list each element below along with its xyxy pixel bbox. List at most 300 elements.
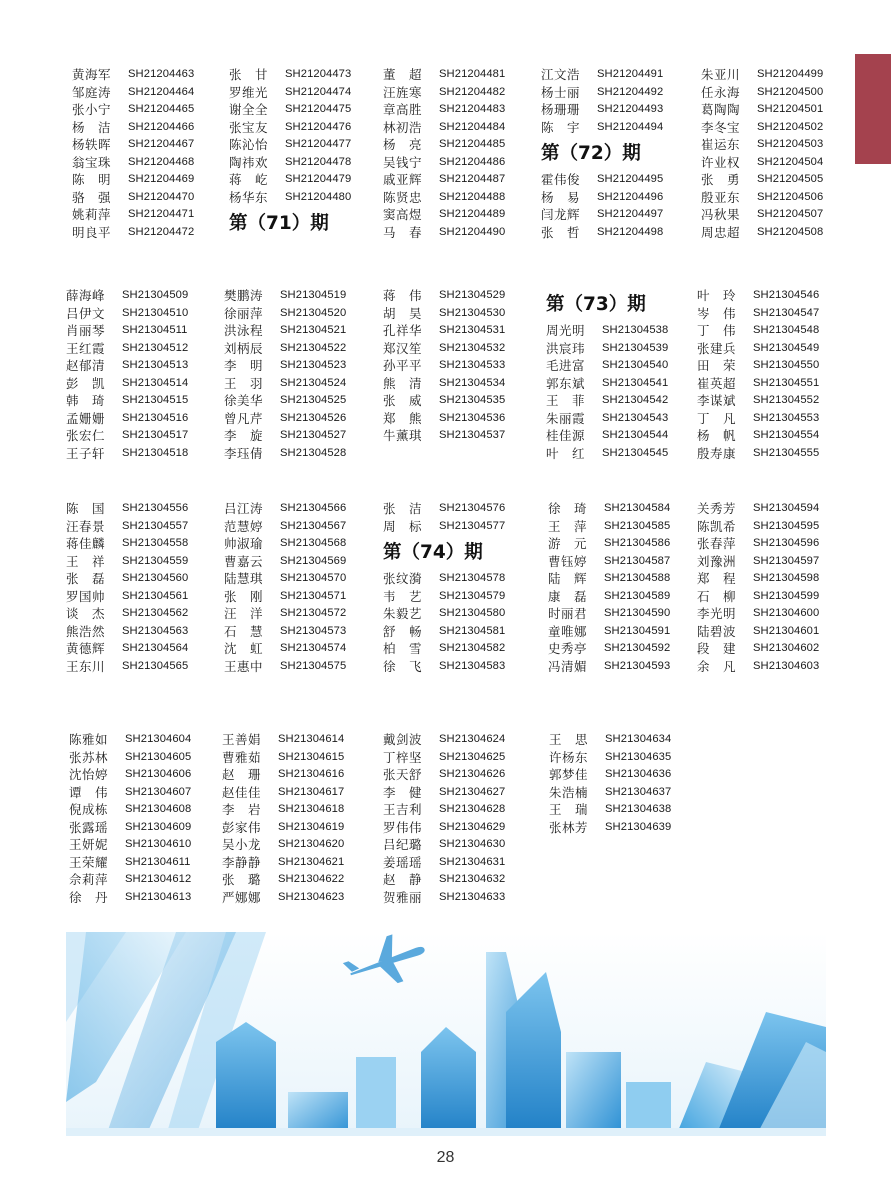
list-item xyxy=(224,623,389,641)
member-code: SH21304587 xyxy=(604,554,671,567)
list-item xyxy=(549,731,714,749)
list-item xyxy=(66,340,231,358)
list-item xyxy=(383,784,548,802)
member-code: SH21304548 xyxy=(753,324,820,336)
member-code: SH21204504 xyxy=(757,155,824,168)
person-name: 陆 辉 xyxy=(548,571,588,586)
list-item xyxy=(548,605,713,623)
member-code: SH21204472 xyxy=(128,225,195,238)
member-code: SH21304524 xyxy=(280,376,347,389)
list-item xyxy=(549,749,714,767)
person-name: 彭家伟 xyxy=(222,819,262,835)
member-code: SH21304575 xyxy=(280,659,347,672)
member-code: SH21304531 xyxy=(439,324,506,336)
list-item xyxy=(383,322,548,340)
person-name: 陈 明 xyxy=(72,172,112,187)
list-item xyxy=(383,84,548,102)
list-item xyxy=(69,889,234,907)
member-code: SH21304630 xyxy=(439,838,506,850)
person-name: 郑 熊 xyxy=(383,410,423,426)
person-name: 蒋佳麟 xyxy=(66,536,106,551)
person-name: 刘豫洲 xyxy=(697,553,737,569)
person-name: 姚莉萍 xyxy=(72,207,112,222)
list-item xyxy=(383,889,548,907)
person-name: 严娜娜 xyxy=(222,889,262,905)
person-name: 陆慧琪 xyxy=(224,571,264,586)
member-code: SH21304595 xyxy=(753,519,820,532)
list-item xyxy=(383,154,548,172)
member-code: SH21304617 xyxy=(278,785,345,798)
person-name: 刘柄辰 xyxy=(224,340,264,356)
member-code: SH21304544 xyxy=(602,429,669,441)
person-name: 郑 程 xyxy=(697,571,737,586)
name-column xyxy=(229,66,394,241)
person-name: 吕江涛 xyxy=(224,501,264,516)
member-code: SH21204492 xyxy=(597,85,664,98)
member-code: SH21204474 xyxy=(285,85,352,98)
person-name: 叶 玲 xyxy=(697,288,737,303)
member-code: SH21304547 xyxy=(753,306,820,319)
person-name: 任永海 xyxy=(701,84,741,100)
member-code: SH21304615 xyxy=(278,750,345,763)
person-name: 张 洁 xyxy=(383,501,423,516)
person-name: 张林芳 xyxy=(549,819,589,835)
member-code: SH21304514 xyxy=(122,376,189,389)
person-name: 霍伟俊 xyxy=(541,172,581,187)
member-code: SH21304523 xyxy=(280,359,347,371)
person-name: 陈 宇 xyxy=(541,119,581,135)
person-name: 熊浩然 xyxy=(66,623,106,639)
list-item xyxy=(383,101,548,119)
member-code: SH21204501 xyxy=(757,103,824,115)
name-column xyxy=(383,500,548,675)
list-item xyxy=(66,588,231,606)
person-name: 倪成栋 xyxy=(69,802,109,817)
person-name: 黄海军 xyxy=(72,67,112,82)
member-code: SH21304627 xyxy=(439,785,506,798)
list-item xyxy=(72,119,237,137)
person-name: 陈雅如 xyxy=(69,732,109,747)
list-item xyxy=(72,66,237,84)
member-code: SH21304535 xyxy=(439,394,506,406)
list-item xyxy=(224,658,389,676)
list-item xyxy=(383,410,548,428)
list-item xyxy=(224,553,389,571)
list-item xyxy=(701,171,866,189)
member-code: SH21304555 xyxy=(753,446,820,459)
member-code: SH21204503 xyxy=(757,138,824,150)
member-code: SH21304563 xyxy=(122,624,189,637)
list-item xyxy=(229,136,394,154)
member-code: SH21204466 xyxy=(128,120,195,133)
person-name: 杨 亮 xyxy=(383,137,423,152)
list-item xyxy=(66,500,231,518)
list-item xyxy=(69,819,234,837)
list-item xyxy=(541,224,706,242)
list-item xyxy=(548,500,713,518)
person-name: 岑 伟 xyxy=(697,305,737,321)
list-item xyxy=(548,570,713,588)
list-item xyxy=(383,66,548,84)
person-name: 张苏林 xyxy=(69,749,109,765)
person-name: 汪 洋 xyxy=(224,606,264,621)
member-code: SH21204494 xyxy=(597,120,664,133)
person-name: 洪泳程 xyxy=(224,323,264,338)
list-item xyxy=(697,605,862,623)
person-name: 谢全全 xyxy=(229,102,269,117)
person-name: 孔祥华 xyxy=(383,323,423,338)
list-item xyxy=(548,640,713,658)
member-code: SH21304536 xyxy=(439,411,506,424)
person-name: 王惠中 xyxy=(224,658,264,674)
member-code: SH21304577 xyxy=(439,519,506,532)
member-code: SH21204469 xyxy=(128,173,195,185)
person-name: 张 勇 xyxy=(701,172,741,187)
person-name: 谈 杰 xyxy=(66,606,106,621)
member-code: SH21204483 xyxy=(439,103,506,115)
list-item xyxy=(541,171,706,189)
list-item xyxy=(383,766,548,784)
person-name: 王子轩 xyxy=(66,445,106,461)
person-name: 郭东斌 xyxy=(546,375,586,391)
person-name: 冯清媚 xyxy=(548,658,588,674)
member-code: SH21304521 xyxy=(280,324,347,336)
person-name: 帅淑瑜 xyxy=(224,536,264,551)
list-item xyxy=(224,640,389,658)
member-code: SH21304550 xyxy=(753,359,820,371)
person-name: 杨士丽 xyxy=(541,84,581,100)
member-code: SH21304610 xyxy=(125,838,192,850)
list-item xyxy=(697,445,862,463)
person-name: 陈贤忠 xyxy=(383,189,423,205)
member-code: SH21204476 xyxy=(285,120,352,133)
person-name: 徐 飞 xyxy=(383,658,423,674)
list-item xyxy=(383,518,548,536)
name-column xyxy=(383,287,548,445)
member-code: SH21304516 xyxy=(122,411,189,424)
list-item xyxy=(383,871,548,889)
list-item xyxy=(229,119,394,137)
list-item xyxy=(541,84,706,102)
list-item xyxy=(224,518,389,536)
list-item xyxy=(222,801,387,819)
period-heading: 第（73）期 xyxy=(546,294,646,315)
person-name: 罗国帅 xyxy=(66,588,106,604)
list-item xyxy=(546,445,711,463)
person-name: 郭梦佳 xyxy=(549,767,589,782)
person-name: 张天舒 xyxy=(383,767,423,782)
person-name: 李冬宝 xyxy=(701,119,741,135)
member-code: SH21204498 xyxy=(597,225,664,238)
list-item xyxy=(229,171,394,189)
list-item xyxy=(383,136,548,154)
member-code: SH21304528 xyxy=(280,446,347,459)
name-column xyxy=(224,500,389,675)
member-code: SH21304572 xyxy=(280,607,347,619)
list-item xyxy=(69,749,234,767)
list-item xyxy=(66,605,231,623)
person-name: 孟姗姗 xyxy=(66,410,106,426)
person-name: 段 建 xyxy=(697,641,737,656)
person-name: 王 瑞 xyxy=(549,802,589,817)
list-item xyxy=(383,731,548,749)
person-name: 江文浩 xyxy=(541,67,581,82)
member-code: SH21304633 xyxy=(439,890,506,903)
name-column xyxy=(549,731,714,836)
name-column xyxy=(69,731,234,906)
member-code: SH21304600 xyxy=(753,607,820,619)
member-code: SH21304607 xyxy=(125,785,192,798)
list-item xyxy=(66,287,231,305)
list-item xyxy=(222,819,387,837)
member-code: SH21304583 xyxy=(439,659,506,672)
list-item xyxy=(383,189,548,207)
person-name: 周忠超 xyxy=(701,224,741,240)
member-code: SH21304562 xyxy=(122,607,189,619)
member-code: SH21204480 xyxy=(285,190,352,203)
person-name: 范慧婷 xyxy=(224,518,264,534)
list-item xyxy=(66,322,231,340)
person-name: 康 磊 xyxy=(548,588,588,604)
list-item xyxy=(66,375,231,393)
member-code: SH21304588 xyxy=(604,572,671,584)
member-code: SH21204499 xyxy=(757,68,824,80)
list-item xyxy=(541,206,706,224)
person-name: 张 甘 xyxy=(229,67,269,82)
list-item xyxy=(548,623,713,641)
name-column xyxy=(383,731,548,906)
person-name: 曾凡芹 xyxy=(224,410,264,426)
person-name: 谭 伟 xyxy=(69,784,109,800)
member-code: SH21304549 xyxy=(753,341,820,354)
member-code: SH21304539 xyxy=(602,341,669,354)
member-code: SH21304546 xyxy=(753,289,820,301)
list-item xyxy=(224,392,389,410)
member-code: SH21204486 xyxy=(439,155,506,168)
person-name: 徐 琦 xyxy=(548,501,588,516)
person-name: 邹庭涛 xyxy=(72,84,112,100)
list-item xyxy=(224,410,389,428)
person-name: 孙平平 xyxy=(383,358,423,373)
list-item xyxy=(697,640,862,658)
member-code: SH21304553 xyxy=(753,411,820,424)
period-heading: 第（74）期 xyxy=(383,542,483,563)
person-name: 张春萍 xyxy=(697,536,737,551)
list-item xyxy=(224,375,389,393)
member-code: SH21304542 xyxy=(602,394,669,406)
person-name: 王东川 xyxy=(66,658,106,674)
list-item xyxy=(697,588,862,606)
member-code: SH21304638 xyxy=(605,803,672,815)
list-item xyxy=(383,658,548,676)
member-code: SH21204470 xyxy=(128,190,195,203)
list-item xyxy=(222,749,387,767)
list-item xyxy=(697,518,862,536)
person-name: 朱亚川 xyxy=(701,67,741,82)
member-code: SH21304518 xyxy=(122,446,189,459)
list-item xyxy=(222,854,387,872)
person-name: 石 柳 xyxy=(697,588,737,604)
member-code: SH21304527 xyxy=(280,429,347,441)
list-item xyxy=(224,605,389,623)
person-name: 樊鹏涛 xyxy=(224,288,264,303)
member-code: SH21304515 xyxy=(122,394,189,406)
person-name: 时丽君 xyxy=(548,606,588,621)
period-heading: 第（71）期 xyxy=(229,213,329,234)
list-item xyxy=(229,101,394,119)
member-code: SH21304519 xyxy=(280,289,347,301)
member-code: SH21304632 xyxy=(439,873,506,885)
member-code: SH21304557 xyxy=(122,519,189,532)
member-code: SH21304586 xyxy=(604,537,671,549)
list-item xyxy=(697,658,862,676)
member-code: SH21304624 xyxy=(439,733,506,745)
person-name: 韦 艺 xyxy=(383,588,423,604)
member-code: SH21204473 xyxy=(285,68,352,80)
list-item xyxy=(72,224,237,242)
list-item xyxy=(383,171,548,189)
list-item xyxy=(548,588,713,606)
person-name: 王 思 xyxy=(549,732,589,747)
member-code: SH21304513 xyxy=(122,359,189,371)
list-item xyxy=(224,340,389,358)
person-name: 明良平 xyxy=(72,224,112,240)
person-name: 贺雅丽 xyxy=(383,889,423,905)
list-item xyxy=(548,535,713,553)
person-name: 徐丽萍 xyxy=(224,305,264,321)
member-code: SH21204481 xyxy=(439,68,506,80)
person-name: 戴剑波 xyxy=(383,732,423,747)
person-name: 沈怡婷 xyxy=(69,767,109,782)
member-code: SH21304560 xyxy=(122,572,189,584)
member-code: SH21304594 xyxy=(753,502,820,514)
member-code: SH21204465 xyxy=(128,103,195,115)
list-item xyxy=(383,500,548,518)
person-name: 杨华东 xyxy=(229,189,269,205)
member-code: SH21304582 xyxy=(439,642,506,654)
list-item xyxy=(697,553,862,571)
name-column xyxy=(72,66,237,241)
person-name: 陈凯希 xyxy=(697,518,737,534)
member-code: SH21304634 xyxy=(605,733,672,745)
person-name: 郑汉笙 xyxy=(383,340,423,356)
person-name: 陆碧波 xyxy=(697,623,737,639)
member-code: SH21204502 xyxy=(757,120,824,133)
person-name: 崔英超 xyxy=(697,375,737,391)
list-item xyxy=(701,224,866,242)
member-code: SH21304605 xyxy=(125,750,192,763)
person-name: 薛海峰 xyxy=(66,288,106,303)
list-item xyxy=(383,375,548,393)
list-item xyxy=(224,500,389,518)
list-item xyxy=(222,784,387,802)
list-item xyxy=(541,66,706,84)
list-item xyxy=(383,640,548,658)
person-name: 蒋 伟 xyxy=(383,288,423,303)
person-name: 汪春景 xyxy=(66,518,106,534)
person-name: 关秀芳 xyxy=(697,501,737,516)
person-name: 章高胜 xyxy=(383,102,423,117)
list-item xyxy=(697,305,862,323)
list-item xyxy=(546,340,711,358)
person-name: 王妍妮 xyxy=(69,837,109,852)
member-code: SH21304612 xyxy=(125,873,192,885)
list-item xyxy=(549,801,714,819)
list-item xyxy=(69,731,234,749)
person-name: 李 旋 xyxy=(224,428,264,443)
name-column xyxy=(701,66,866,241)
list-item xyxy=(229,84,394,102)
list-item xyxy=(697,623,862,641)
person-name: 史秀亭 xyxy=(548,641,588,656)
member-code: SH21204490 xyxy=(439,225,506,238)
list-item xyxy=(701,189,866,207)
person-name: 林初浩 xyxy=(383,119,423,135)
person-name: 张 磊 xyxy=(66,571,106,586)
member-code: SH21304520 xyxy=(280,306,347,319)
person-name: 张建兵 xyxy=(697,340,737,356)
page-number: 28 xyxy=(436,1149,455,1166)
member-code: SH21304626 xyxy=(439,768,506,780)
member-code: SH21204487 xyxy=(439,173,506,185)
list-item xyxy=(383,749,548,767)
person-name: 赵郁清 xyxy=(66,358,106,373)
person-name: 曹雅茹 xyxy=(222,749,262,765)
name-column xyxy=(697,287,862,462)
list-item xyxy=(72,136,237,154)
list-item xyxy=(697,570,862,588)
list-item xyxy=(66,570,231,588)
member-code: SH21204479 xyxy=(285,173,352,185)
member-code: SH21304511 xyxy=(122,324,188,336)
person-name: 李静静 xyxy=(222,854,262,870)
list-item xyxy=(66,427,231,445)
list-item xyxy=(383,287,548,305)
list-item xyxy=(72,171,237,189)
list-item xyxy=(701,154,866,172)
member-code: SH21304564 xyxy=(122,642,189,654)
person-name: 肖丽琴 xyxy=(66,323,106,338)
person-name: 殷寿康 xyxy=(697,445,737,461)
person-name: 张纹漪 xyxy=(383,571,423,586)
member-code: SH21304537 xyxy=(439,429,506,441)
list-item xyxy=(549,784,714,802)
period-heading: 第（72）期 xyxy=(541,143,641,164)
member-code: SH21304570 xyxy=(280,572,347,584)
list-item xyxy=(697,410,862,428)
person-name: 丁 伟 xyxy=(697,323,737,338)
list-item xyxy=(66,445,231,463)
member-code: SH21304561 xyxy=(122,589,189,602)
list-item xyxy=(546,392,711,410)
person-name: 王 祥 xyxy=(66,553,106,569)
person-name: 丁梓坚 xyxy=(383,749,423,765)
member-code: SH21204508 xyxy=(757,225,824,238)
person-name: 周 标 xyxy=(383,518,423,534)
member-code: SH21304559 xyxy=(122,554,189,567)
list-item xyxy=(546,410,711,428)
person-name: 崔运东 xyxy=(701,137,741,152)
person-name: 吕伊文 xyxy=(66,305,106,321)
name-column xyxy=(224,287,389,462)
list-item xyxy=(383,224,548,242)
member-code: SH21304629 xyxy=(439,820,506,833)
person-name: 石 慧 xyxy=(224,623,264,639)
person-name: 王红霞 xyxy=(66,340,106,356)
list-item xyxy=(72,84,237,102)
member-code: SH21304573 xyxy=(280,624,347,637)
list-item xyxy=(383,340,548,358)
